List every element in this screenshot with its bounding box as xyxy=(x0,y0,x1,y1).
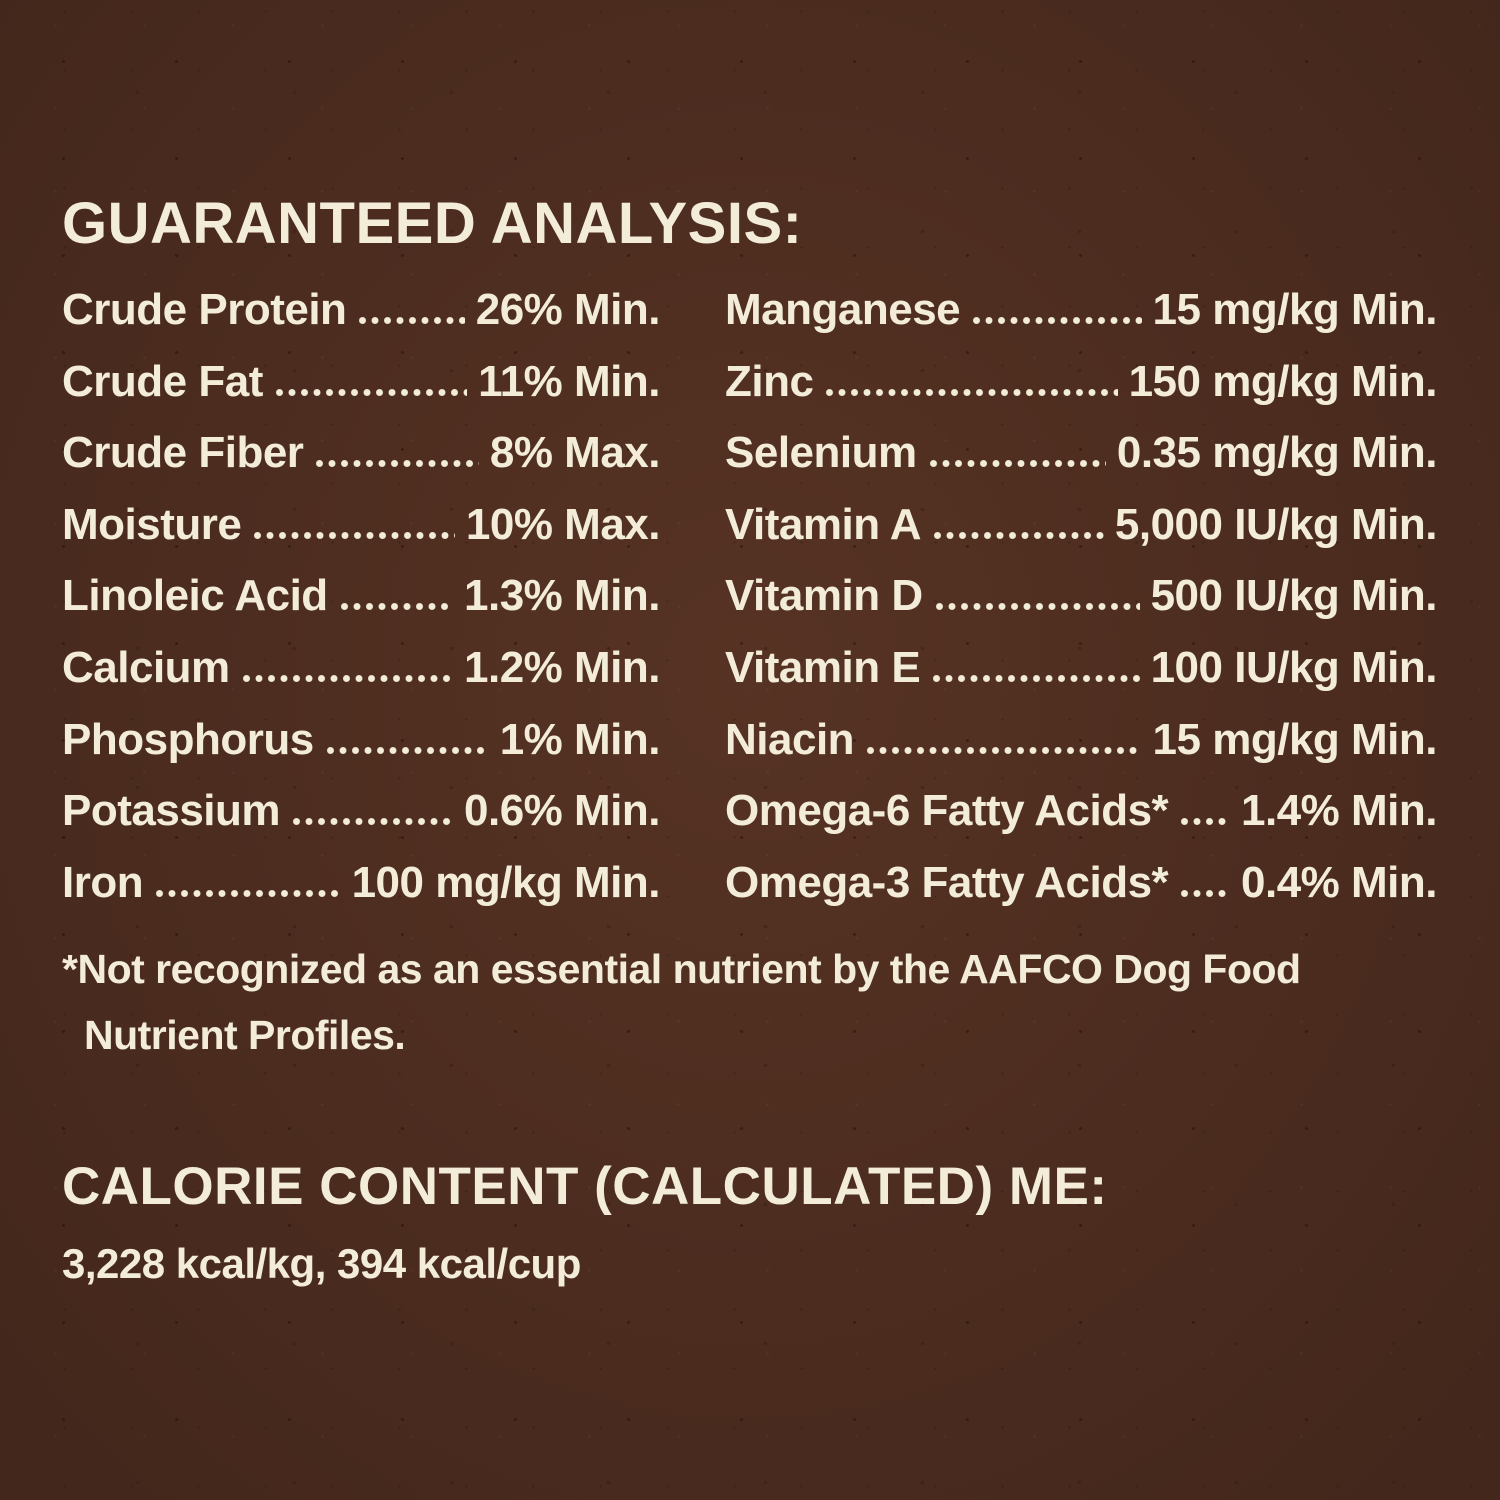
dot-leader xyxy=(327,747,489,754)
nutrient-label: Phosphorus xyxy=(62,714,314,764)
nutrient-label: Calcium xyxy=(62,642,230,692)
analysis-row xyxy=(725,489,1437,561)
dot-leader xyxy=(933,675,1139,682)
analysis-row xyxy=(725,274,1437,346)
nutrient-label: Omega-6 Fatty Acids* xyxy=(725,786,1169,836)
nutrient-value: 1.2% Min. xyxy=(464,642,660,692)
nutrient-label: Manganese xyxy=(725,285,961,334)
nutrient-value: 5,000 IU/kg Min. xyxy=(1114,499,1437,549)
analysis-row xyxy=(62,847,660,919)
nutrient-value: 15 mg/kg Min. xyxy=(1152,714,1437,764)
calorie-content-value: 3,228 kcal/kg, 394 kcal/cup xyxy=(62,1240,581,1287)
analysis-row xyxy=(62,560,660,632)
analysis-row xyxy=(725,847,1437,919)
dot-leader xyxy=(243,675,453,682)
nutrient-label: Niacin xyxy=(725,714,855,764)
nutrient-value: 11% Min. xyxy=(478,356,660,406)
nutrient-value: 0.35 mg/kg Min. xyxy=(1116,428,1437,478)
nutrient-value: 0.6% Min. xyxy=(464,786,660,836)
nutrient-value: 100 IU/kg Min. xyxy=(1150,642,1437,692)
analysis-row xyxy=(725,346,1437,418)
dot-leader xyxy=(826,389,1117,396)
nutrient-label: Linoleic Acid xyxy=(62,571,328,621)
nutrient-value: 26% Min. xyxy=(475,285,660,334)
dot-leader xyxy=(276,389,467,396)
dot-leader xyxy=(930,460,1106,467)
analysis-row xyxy=(725,417,1437,489)
aafco-footnote: *Not recognized as an essential nutrient by the AAFCO Dog Food Nutrient Profiles. xyxy=(62,946,1301,1058)
analysis-row xyxy=(62,417,660,489)
dot-leader xyxy=(936,603,1140,610)
nutrient-label: Crude Fiber xyxy=(62,428,304,478)
dot-leader xyxy=(359,317,464,324)
dot-leader xyxy=(973,317,1141,324)
nutrient-value: 15 mg/kg Min. xyxy=(1152,285,1437,334)
dot-leader xyxy=(1181,818,1230,825)
analysis-row xyxy=(725,632,1437,704)
nutrient-value: 8% Max. xyxy=(489,428,660,478)
nutrient-label: Potassium xyxy=(62,786,281,836)
nutrient-label: Crude Protein xyxy=(62,285,347,334)
nutrient-value: 150 mg/kg Min. xyxy=(1128,356,1437,406)
nutrient-value: 1.3% Min. xyxy=(464,571,660,621)
nutrient-value: 1% Min. xyxy=(499,714,660,764)
dot-leader xyxy=(934,532,1104,539)
analysis-column-right xyxy=(725,274,1437,918)
dot-leader xyxy=(341,603,453,610)
analysis-row xyxy=(62,632,660,704)
nutrient-label: Vitamin E xyxy=(725,642,921,692)
dot-leader xyxy=(254,532,455,539)
analysis-column-left xyxy=(62,274,660,918)
nutrient-label: Omega-3 Fatty Acids* xyxy=(725,857,1169,907)
nutrient-value: 100 mg/kg Min. xyxy=(351,857,660,907)
dot-leader xyxy=(156,890,340,897)
dot-leader xyxy=(316,460,478,467)
nutrient-label: Selenium xyxy=(725,428,917,478)
calorie-content-title: CALORIE CONTENT (CALCULATED) ME: xyxy=(62,1157,1108,1216)
nutrient-value: 500 IU/kg Min. xyxy=(1150,571,1437,621)
analysis-row xyxy=(62,346,660,418)
nutrient-label: Vitamin D xyxy=(725,571,923,621)
nutrient-value: 1.4% Min. xyxy=(1241,786,1437,836)
nutrient-label: Vitamin A xyxy=(725,499,921,549)
nutrient-value: 10% Max. xyxy=(465,499,660,549)
analysis-row xyxy=(725,704,1437,776)
analysis-row xyxy=(62,704,660,776)
analysis-row xyxy=(62,489,660,561)
guaranteed-analysis-title: GUARANTEED ANALYSIS: xyxy=(62,191,803,256)
dot-leader xyxy=(293,818,453,825)
analysis-table xyxy=(62,274,1437,918)
analysis-row xyxy=(62,274,660,346)
analysis-row xyxy=(62,775,660,847)
nutrient-label: Moisture xyxy=(62,499,242,549)
dot-leader xyxy=(1181,890,1230,897)
analysis-row xyxy=(725,775,1437,847)
analysis-row xyxy=(725,560,1437,632)
dot-leader xyxy=(867,747,1142,754)
nutrient-label: Crude Fat xyxy=(62,356,263,406)
nutrient-value: 0.4% Min. xyxy=(1241,857,1437,907)
nutrient-label: Iron xyxy=(62,857,144,907)
nutrient-label: Zinc xyxy=(725,356,814,406)
